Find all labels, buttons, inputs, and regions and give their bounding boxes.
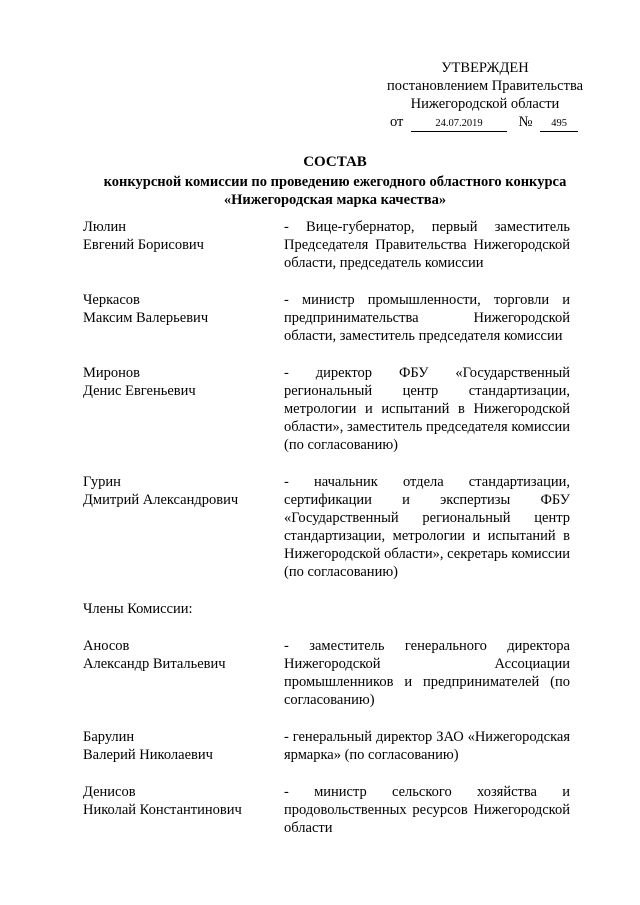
member-given-name: Дмитрий Александрович xyxy=(83,492,239,508)
member-role: - заместитель генерального директора Нижегородской Ассоциации промышленников и предпринимателей (по согласованию) xyxy=(284,638,570,708)
approval-line-1: постановлением Правительства xyxy=(386,78,584,94)
member-name xyxy=(83,783,284,837)
members-section-label: Члены Комиссии: xyxy=(83,601,193,617)
member-surname: Черкасов xyxy=(83,292,140,308)
member-given-name: Денис Евгеньевич xyxy=(83,383,196,399)
leader-entry xyxy=(83,218,570,272)
leader-entry xyxy=(83,364,570,454)
document-title xyxy=(60,153,610,209)
approval-number: 495 xyxy=(540,117,578,132)
member-role: - начальник отдела стандартизации, сертификации и экспертизы ФБУ «Государственный региональный центр стандартизации, метрологии и испытаний в Нижегородской области», секретарь комиссии (по согласованию) xyxy=(284,474,570,580)
approval-line-2: Нижегородской области xyxy=(410,96,560,112)
member-surname: Денисов xyxy=(83,784,136,800)
title-heading: СОСТАВ xyxy=(303,154,367,170)
approval-number-sign: № xyxy=(518,114,533,130)
member-surname: Барулин xyxy=(83,729,135,745)
member-name xyxy=(83,637,284,709)
member-surname: Люлин xyxy=(83,219,127,235)
member-entry xyxy=(83,637,570,709)
member-role: - министр сельского хозяйства и продовольственных ресурсов Нижегородской области xyxy=(284,784,570,836)
member-given-name: Евгений Борисович xyxy=(83,237,204,253)
approval-date-prefix: от xyxy=(390,114,404,130)
approval-date-row xyxy=(390,113,610,132)
member-entry xyxy=(83,783,570,837)
member-name xyxy=(83,291,284,345)
member-given-name: Максим Валерьевич xyxy=(83,310,209,326)
leader-entry xyxy=(83,473,570,581)
member-name xyxy=(83,364,284,454)
member-role: - директор ФБУ «Государственный региональный центр стандартизации, метрологии и испытаний в Нижегородской области», заместитель председателя комиссии (по согласованию) xyxy=(284,365,570,453)
member-role: - Вице-губернатор, первый заместитель Председателя Правительства Нижегородской области, председатель комиссии xyxy=(284,219,570,271)
title-line-2: «Нижегородская марка качества» xyxy=(223,192,447,208)
commission-roster xyxy=(83,218,570,856)
member-name xyxy=(83,218,284,272)
leader-entry xyxy=(83,291,570,345)
member-surname: Аносов xyxy=(83,638,130,654)
member-role: - министр промышленности, торговли и предпринимательства Нижегородской области, заместитель председателя комиссии xyxy=(284,292,570,344)
member-entry xyxy=(83,728,570,764)
member-given-name: Николай Константинович xyxy=(83,802,242,818)
member-surname: Миронов xyxy=(83,365,141,381)
member-name xyxy=(83,473,284,581)
member-given-name: Александр Витальевич xyxy=(83,656,226,672)
member-surname: Гурин xyxy=(83,474,121,490)
member-name xyxy=(83,728,284,764)
member-role: - генеральный директор ЗАО «Нижегородская ярмарка» (по согласованию) xyxy=(284,729,570,763)
title-line-1: конкурсной комиссии по проведению ежегодного областного конкурса xyxy=(103,174,567,190)
approval-date: 24.07.2019 xyxy=(411,117,507,132)
approval-stamp xyxy=(360,59,610,132)
member-given-name: Валерий Николаевич xyxy=(83,747,213,763)
approval-status: УТВЕРЖДЕН xyxy=(441,60,529,76)
